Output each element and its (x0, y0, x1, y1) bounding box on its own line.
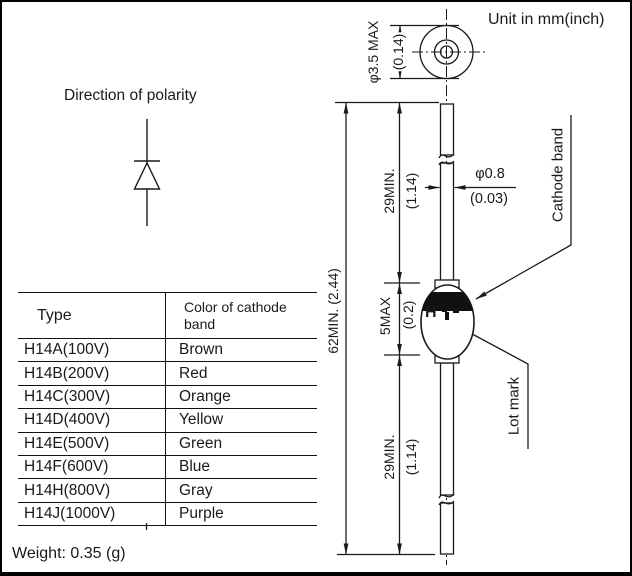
color-cell: Brown (179, 341, 223, 359)
type-cell: H14C(300V) (18, 385, 166, 408)
dim-lower-lead-mm: 29MIN. (381, 434, 397, 480)
table-row (18, 432, 317, 455)
dim-body-mm: 5MAX (377, 296, 393, 336)
type-cell: H14F(600V) (18, 455, 166, 478)
dim-lead-dia-inch: (0.03) (470, 191, 508, 207)
weight-label: Weight: 0.35 (g) (12, 545, 126, 562)
upper-lead (441, 104, 454, 155)
table-row (18, 409, 317, 432)
header-color: Color of cathode band (184, 298, 287, 332)
dim-top-dia-inch: (0.14) (390, 33, 406, 71)
type-cell: H14E(500V) (18, 432, 166, 455)
color-cell: Green (179, 434, 223, 452)
color-cell: Purple (179, 504, 224, 522)
dim-body-inch: (0.2) (400, 300, 416, 330)
dim-lower-lead-inch: (1.14) (403, 438, 419, 476)
dim-overall: 62MIN. (2.44) (325, 268, 341, 354)
table-row (18, 479, 317, 502)
type-cell: H14J(1000V) (18, 502, 166, 525)
table-row (18, 455, 317, 478)
lower-lead (441, 363, 454, 495)
table-row (18, 339, 317, 362)
table-row (18, 502, 317, 525)
color-cell: Orange (179, 387, 231, 405)
cathode-band-label: Cathode band (549, 127, 567, 223)
type-cell: H14D(400V) (18, 409, 166, 432)
type-cell: H14B(200V) (18, 362, 166, 385)
lower-lead (441, 503, 454, 554)
table-row (18, 362, 317, 385)
color-cell: Red (179, 364, 208, 382)
dim-top-dia-mm: φ3.5 MAX (365, 20, 381, 84)
header-type: Type (18, 293, 166, 339)
dim-lead-dia-mm: φ0.8 (475, 166, 505, 182)
lot-mark-text: H (425, 304, 437, 321)
color-cell: Yellow (179, 411, 224, 429)
table-row (18, 385, 317, 408)
color-cell: Blue (179, 458, 211, 476)
color-cell: Gray (179, 481, 213, 499)
lot-mark-label: Lot mark (505, 376, 523, 436)
diode-symbol (134, 119, 160, 226)
type-cell: H14H(800V) (18, 479, 166, 502)
type-color-table (18, 292, 317, 526)
type-cell: H14A(100V) (18, 339, 166, 362)
unit-label: Unit in mm(inch) (488, 11, 605, 28)
dim-upper-lead-mm: 29MIN. (381, 168, 397, 214)
upper-lead (441, 163, 454, 282)
table-header-row (18, 293, 317, 339)
polarity-title: Direction of polarity (64, 87, 197, 104)
dim-upper-lead-inch: (1.14) (403, 172, 419, 210)
